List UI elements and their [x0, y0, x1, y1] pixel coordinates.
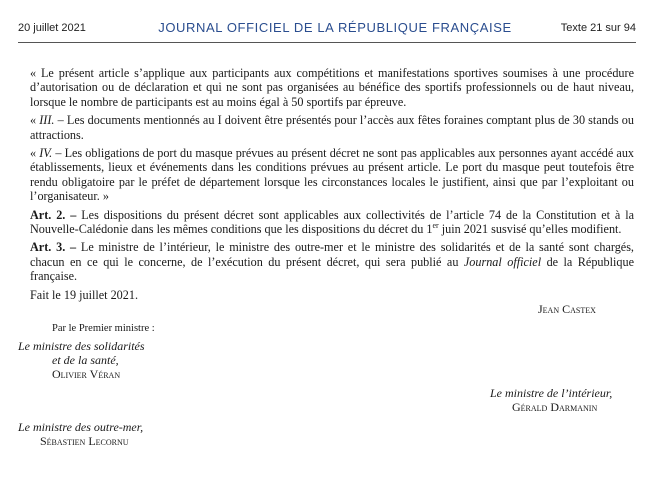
minister-name: Gérald Darmanin — [512, 400, 598, 414]
article-label: Art. 3. – — [30, 240, 77, 255]
journal-reference: Journal officiel — [463, 254, 542, 269]
date-line: Fait le 19 juillet 2021. — [30, 287, 138, 302]
minister-name: Sébastien Lecornu — [40, 434, 129, 448]
page-counter: Texte 21 sur 94 — [560, 22, 636, 34]
paragraph-section-iv: « IV. – Les obligations de port du masque prévues au présent décret ne sont pas applicables aux personnes ayant accédé aux établissements, lieux et événements dans les conditions prévues au présent article. Le port du masque peut toutefois être rendu obligatoire par le préfet de département lorsque les circonstances locales le justifient, ainsi que par l’exploitant ou l’organisateur. » — [30, 146, 635, 204]
by-pm-label: Par le Premier ministre : — [52, 323, 155, 334]
section-text: – Les documents mentionnés au I doivent être présentés pour l’accès aux fêtes foraines comptant plus de 30 stands ou attractions. — [30, 113, 634, 142]
solidarity-minister-block — [18, 339, 145, 381]
header-divider — [18, 42, 636, 43]
minister-title-cont: et de la santé, — [52, 353, 119, 367]
section-number: IV. — [39, 146, 53, 161]
minister-title: Le ministre des solidarités — [18, 339, 145, 353]
header-date: 20 juillet 2021 — [18, 22, 86, 34]
section-text: – Les obligations de port du masque prévues au présent décret ne sont pas applicables aux personnes ayant accédé aux établissements, lieux et événements dans les conditions prévues au présent article. Le port du masque peut toutefois être rendu obligatoire par le préfet de département lorsque les circonstances locales le justifient, ainsi que par l’exploitant ou l’organisateur. » — [30, 146, 635, 204]
article-label: Art. 2. – — [30, 207, 77, 222]
minister-title: Le ministre des outre-mer, — [18, 420, 144, 434]
article-text: Les dispositions du présent décret sont applicables aux collectivités de l’article 74 de la Constitution et à la Nouvelle-Calédonie dans les mêmes conditions que les dispositions du décret du 1 — [30, 207, 634, 237]
section-number: III. — [39, 113, 55, 128]
paragraph-section-iii: « III. – Les documents mentionnés au I doivent être présentés pour l’accès aux fêtes foraines comptant plus de 30 stands ou attractions. — [30, 113, 634, 142]
paragraph-article-scope: « Le présent article s’applique aux participants aux compétitions et manifestations sportives soumises à une procédure d’autorisation ou de déclaration et qui ne sont pas organisées au bénéfice des sportifs professionnels ou de haut niveau, lorsque le nombre de participants est au moins égal à 50 sportifs par épreuve. — [30, 66, 634, 109]
article-text: de la République française. — [30, 254, 634, 284]
article-text: juin 2021 susvisé qu’elles modifient. — [438, 222, 622, 237]
overseas-minister-block — [18, 420, 143, 448]
journal-title: JOURNAL OFFICIEL DE LA RÉPUBLIQUE FRANÇAISE — [158, 20, 512, 35]
article-3 — [30, 240, 634, 283]
document-body — [30, 66, 634, 306]
pm-signature: Jean Castex — [538, 302, 596, 316]
minister-title: Le ministre de l’intérieur, — [490, 386, 613, 400]
minister-name: Olivier Véran — [52, 367, 121, 381]
article-2 — [30, 208, 634, 237]
superscript: er — [432, 221, 439, 230]
page-header — [0, 0, 670, 42]
interior-minister-block — [490, 386, 612, 414]
article-text: Le ministre de l’intérieur, le ministre des outre-mer et le ministre des solidarités et de la santé sont chargés, chacun en ce qui le concerne, de l’exécution du présent décret, qui sera publié au — [30, 240, 634, 269]
